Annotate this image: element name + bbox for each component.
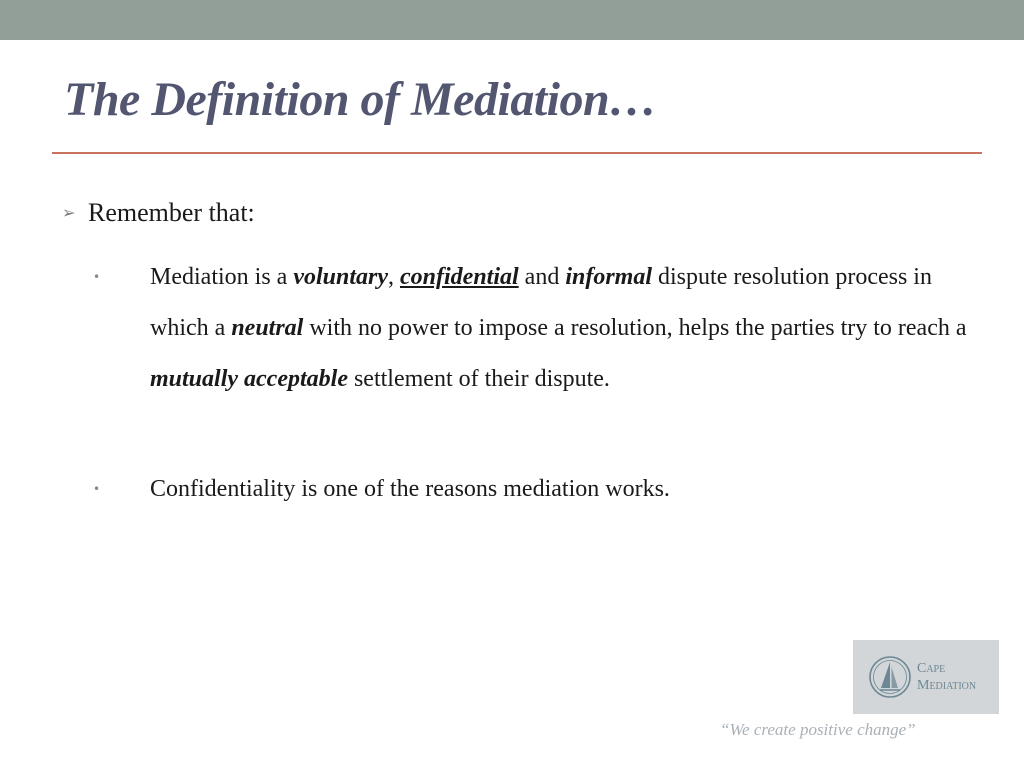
emphasis-neutral: neutral — [231, 315, 304, 341]
logo-wordmark — [917, 660, 976, 694]
dot-bullet-icon: • — [93, 270, 101, 284]
bullet-intro-text: Remember that: — [88, 198, 255, 227]
dot-bullet-icon: • — [93, 482, 101, 496]
text-segment: , — [388, 264, 400, 290]
sub-bullet-mediation-definition — [93, 252, 980, 405]
emphasis-informal: informal — [565, 264, 653, 290]
text-segment: dispute resolution process in which a — [150, 264, 932, 341]
text-segment: Mediation is a — [150, 264, 294, 290]
logo-line-2: Mediation — [917, 678, 977, 693]
sub-bullet-confidentiality — [93, 464, 980, 515]
text-segment: settlement of their dispute. — [347, 366, 610, 392]
slide-title: The Definition of Mediation… — [64, 73, 657, 126]
title-divider — [52, 152, 982, 154]
tagline: “We create positive change” — [720, 720, 916, 739]
sailboat-emblem-icon — [867, 654, 913, 700]
bullet-intro — [62, 198, 255, 228]
text-segment: and — [518, 264, 566, 290]
company-logo — [853, 640, 999, 714]
emphasis-mutually-acceptable: mutually acceptable — [150, 366, 348, 392]
emphasis-confidential: confidential — [400, 264, 519, 290]
top-accent-bar — [0, 0, 1024, 40]
text-segment: with no power to impose a resolution, helps the parties try to reach a — [303, 315, 967, 341]
sub-bullet-text: Confidentiality is one of the reasons mediation works. — [150, 476, 670, 502]
logo-line-1: Cape — [917, 661, 946, 676]
arrow-bullet-icon: ➢ — [62, 203, 76, 222]
emphasis-voluntary: voluntary — [293, 264, 388, 290]
